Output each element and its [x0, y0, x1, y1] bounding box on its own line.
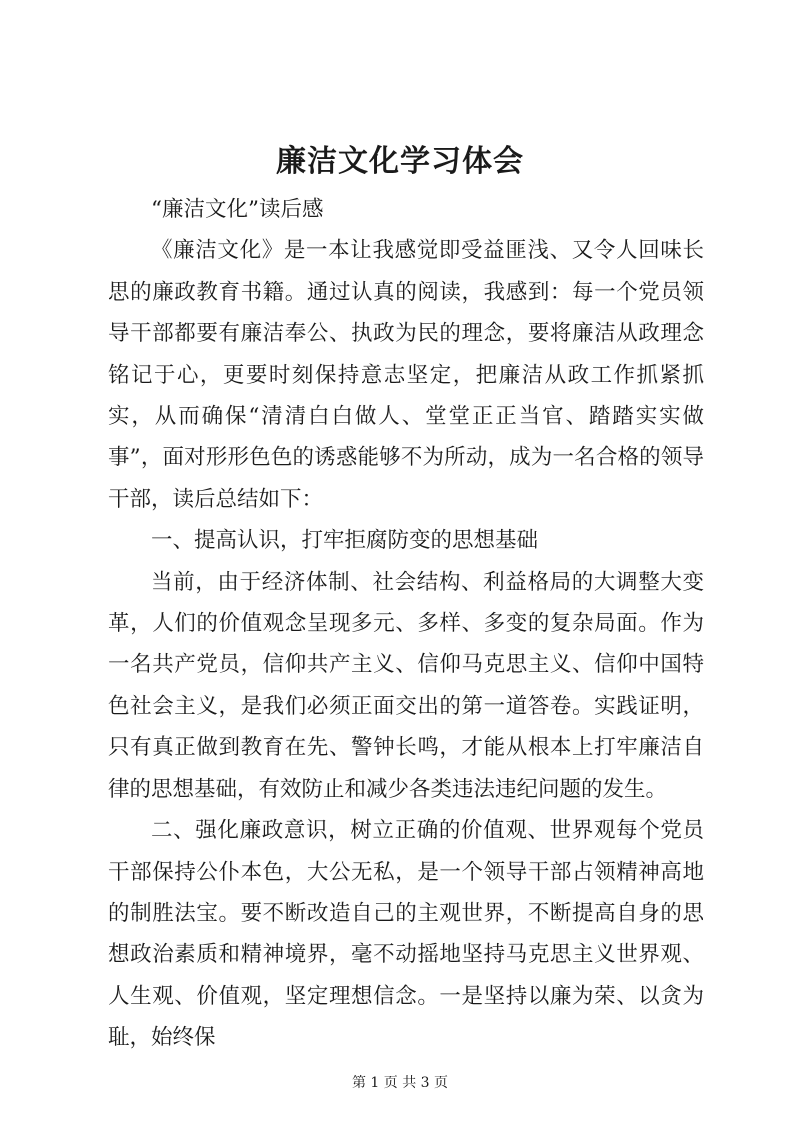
subtitle-paragraph: “廉洁文化”读后感 [151, 197, 324, 222]
section-heading: 一、提高认识，打牢拒腐防变的思想基础 [151, 528, 539, 554]
body-paragraph: 当前，由于经济体制、社会结构、利益格局的大调整大变革，人们的价值观念呈现多元、多样、多变的复杂局面。作为一名共产党员，信仰共产主义、信仰马克思主义、信仰中国特色社会主义，是我们必须正面交出的第一道答卷。实践证明，只有真正做到教育在先、警钟长鸣，才能从根本上打牢廉洁自律的思想基础，有效防止和减少各类违法违纪问题的发生。 [108, 569, 704, 802]
body-paragraph: 《廉洁文化》是一本让我感觉即受益匪浅、又令人回味长思的廉政教育书籍。通过认真的阅读，我感到：每一个党员领导干部都要有廉洁奉公、执政为民的理念，要将廉洁从政理念铭记于心，更要时刻保持意志坚定，把廉洁从政工作抓紧抓实，从而确保“清清白白做人、堂堂正正当官、踏踏实实做事”，面对形形色色的诱惑能够不为所动，成为一名合格的领导干部，读后总结如下： [108, 238, 704, 512]
document-title: 廉洁文化学习体会 [276, 144, 524, 179]
body-paragraph: 二、强化廉政意识，树立正确的价值观、世界观每个党员干部保持公仆本色，大公无私，是一个领导干部占领精神高地的制胜法宝。要不断改造自己的主观世界，不断提高自身的思想政治素质和精神境界，毫不动摇地坚持马克思主义世界观、人生观、价值观，坚定理想信念。一是坚持以廉为荣、以贪为耻，始终保 [108, 818, 704, 1051]
document-body [108, 189, 704, 1059]
page-footer: 第 1 页 共 3 页 [351, 1075, 449, 1091]
